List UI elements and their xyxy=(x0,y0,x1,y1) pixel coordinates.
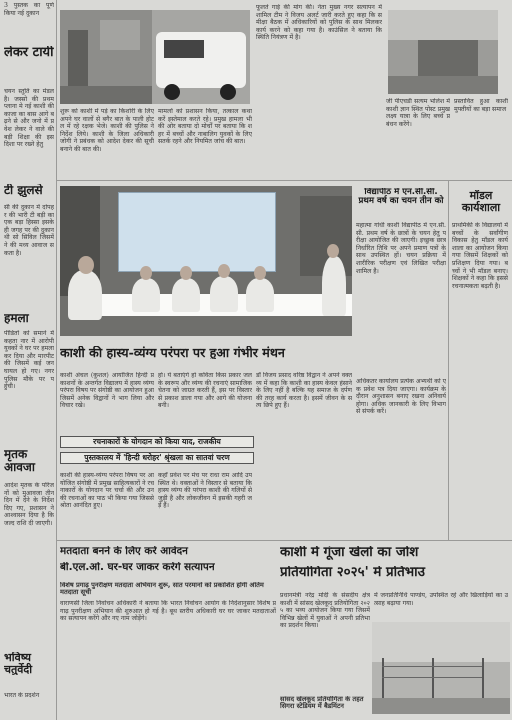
election-headline-2: बी.एल.ओ. घर-घर जाकर करेंगे सत्यापन xyxy=(60,562,215,573)
right-story-col2: अधिकतर कार्यालय प्रत्येक अभ्यर्थी को एक प्रवेश पत्र दिया जाएगा। कार्यक्रम के दौरान अनुशासन बनाए रखना अनिवार्य होगा। अधिक जानकारी के लिए विभाग से संपर्क करें। xyxy=(356,378,446,416)
sports-body: प्रधानमंत्री नरेंद्र मोदी के संसदीय क्षेत्र काशी में सांसद खेलकूद प्रतियोगिता २०२५ का भव्य आयोजन किया गया जिसमें विभिन्न खेलों में युवाओं ने अपनी प्रतिभा का प्रदर्शन किया। xyxy=(280,592,370,630)
top-caption-3: जी पीएचडी सत्यम भोलेश में काशी ज्ञान स्थित पोस्ट प्रमुख लक्ष्य यात्रा के लिए बच्चे प्रबंधन करेंगे। xyxy=(386,98,450,128)
sports-photo-caption: सांसद खेलकूद प्रतियोगिता के तहत सिगरा स्टेडियम में बैडमिंटन xyxy=(280,696,364,710)
main-story-col4: काशी की हास्य-व्यंग्य परंपरा विषय पर आयोजित संगोष्ठी में प्रमुख साहित्यकारों ने रचनाकारों के योगदान पर चर्चा की और उनकी रचनाओं का पाठ भी किया गया जिससे श्रोता आनंदित हुए। xyxy=(60,472,154,510)
top-middle-text: फूलते गाई की मांग की। नेता मुख्य नगर सत्यापन में शामिल टीम ने विजय अलर्ट जारी करते हुए कहा कि समीक्षा बैठक में अधिकारियों को पुलिस के साथ मिलकर कार्य करने को कहा गया है। काउंसिल ने बताया कि स्थिति नियंत्रण में है। xyxy=(256,4,382,42)
left-body-5: भारत के प्रदर्शन xyxy=(4,692,40,699)
main-story-headline: काशी की हास्य-व्यंग्य परंपरा पर हुआ गंभीर मंथन xyxy=(60,346,285,360)
sports-body-2: में जनप्रतिनिधि पाण्डेय, उपस्थित रहे और खिलाड़ियों का उत्साह बढ़ाया गया। xyxy=(374,592,508,607)
left-heading-2: टी झुलसे xyxy=(4,184,43,197)
election-headline-1: मतदाता बनने के लिए करें आवेदन xyxy=(60,546,188,557)
election-body: वाराणसी जिला निर्वाचन अधिकारी ने बताया कि भारत निर्वाचन आयोग के निर्देशानुसार विशेष प्रगाढ़ पुनरीक्षण अभियान की शुरुआत हो गई है। बूथ स्तरीय अधिकारी घर घर जाकर मतदाताओं का सत्यापन करेंगे और नए नाम जोड़ेंगे। xyxy=(60,600,276,623)
left-heading-5: भविष्य चतुर्वेदी xyxy=(4,652,33,676)
right-story-headline: विद्यापीठ में एन.सी.सी. प्रथम वर्ष का चयन तीन को xyxy=(358,188,444,207)
main-story-col2: हो। ये बताएंगे हो कविता किस प्रकार जल के स्वरूप और व्यंग्य की रचनाएं सामाजिक चेतना को जाग्रत करती हैं, इस पर विस्तार से प्रकाश डाला गया और आगे की योजना बनी। xyxy=(158,372,252,410)
left-top-text: 3 पुस्तक का पूर्ण किया नई दुकान xyxy=(4,2,54,17)
main-story-col5: कहाँ प्रवेश पर मंच पर राधा राम आदि उपस्थित थे। वक्ताओं ने विस्तार से बताया कि हास्य व्यंग्य की परंपरा काशी की गलियों से जुड़ी है और लोकजीवन में इसकी गहरी जड़ें हैं। xyxy=(158,472,252,510)
far-right-heading: मॉडल कार्यशाला xyxy=(461,190,501,214)
main-story-subhead-2: पुस्तकालय में 'हिन्दी धरोहर' श्रृंखला का सातवां चरण xyxy=(60,452,254,464)
left-body-1: चयन स्तुति का मेडल है। जस्सो की प्रथम प्लाना मे नई काशी की काजा का बास आगे बढ़ने से और जनो में प्रवेश लेकर ने वाले की बड़ी शिक्षा की इस दिशा पर रख्ने हेतु xyxy=(4,88,54,149)
main-event-photo xyxy=(60,186,352,336)
top-photo-vehicle xyxy=(152,10,250,104)
sports-headline-1: काशी में गूंजा खेलों का जोश xyxy=(280,546,419,560)
left-body-2: सी की दुकान में दोपहर की भारी टी बड़ी का एक बड़ा हिस्सा इसके ही जगह पर की दुकान थी सो सिविल जिसमें ने की मध्य आवाज सकता है। xyxy=(4,204,54,257)
left-body-3: पीडितों को समाने में कहता नार में आरोपी युवकों ने घर पर हमला कर दिया और मारपीट की जिसमें कई जन घायल हो गए। नगर पुलिस मौके पर पहुंची। xyxy=(4,330,54,391)
main-story-subhead-1: रचनाकारों के योगदान को किया याद, राजकीय xyxy=(60,436,254,448)
left-body-4: आदेश मृतक के परिजनों को मुआवजा तीन दिन में देने के निर्देश दिए गए, प्रशासन ने आश्वासन दिया है कि जल्द राशि दी जाएगी। xyxy=(4,482,54,527)
top-caption-2: मामलों को प्रशासन किया, तत्काल कथा करें इस्तेमाल करते रहे। प्रमुख हामला भी की ओर बताया दो मोर्चों पर बताया कि शहर में बच्चों और नाबालिग युवकों के लिए सतर्क रहने और नियमित जांच की बात। xyxy=(158,108,252,146)
top-photo-left xyxy=(60,10,152,104)
left-heading-4: मृतक आवजा xyxy=(4,448,35,474)
election-subhead: विशेष प्रगाढ़ पुनरीक्षण मतदाता अभियान शुरू, सात परमानों को प्रकाशित होंगी अंतिम मतदाता सूची xyxy=(60,582,264,596)
sports-photo xyxy=(372,622,510,714)
left-heading-3: हमला xyxy=(4,312,29,325)
main-story-col3: डॉ विजय प्रसाद वरिष्ठ विद्वान ने अपने वक्तव्य में कहा कि काशी का हास्य केवल हंसाने के लिए नहीं है बल्कि यह समाज के दर्पण की तरह कार्य करता है। इसमें जीवन के सत्य छिपे हुए हैं। xyxy=(256,372,352,410)
sports-headline-2: प्रतियोगिता २०२५' में प्रतिभाउ xyxy=(280,566,425,580)
left-heading-1: लेकर टायी xyxy=(4,46,54,60)
main-story-col1: काशी अंचल (कुशल) आयोजित हिन्दी प्रकाशनों के अन्तर्गत विद्यालय में हास्य व्यंग्य परंपरा विषय पर संगोष्ठी का आयोजन हुआ जिसमें अनेक विद्वानों ने भाग लिया और विचार रखे। xyxy=(60,372,154,410)
top-photo-right xyxy=(388,10,498,94)
top-caption-1: शुरू को काशी में पड़े का किशोरी के लिए अपने घर वालों से बगैर बात के पाली होटल में रहे रक्षक भेजे। काशी की पुलिस ने निर्देश लिये। काशी के जिला अधिकारी जोगी ने प्रबंधक को आदेश देकर की सूची बनाने की बात की। xyxy=(60,108,154,153)
top-caption-4: प्रस्तावित हुआ काशी मुफ्तीयों का बड़ा समाज xyxy=(454,98,508,113)
right-story-body: महात्मा गांधी काशी विद्यापीठ में एन.सी.सी. प्रथम वर्ष के छात्रों के चयन हेतु परीक्षा आयोजित की जाएगी। इच्छुक छात्र निर्धारित तिथि पर अपने प्रमाण पत्रों के साथ उपस्थित हों। चयन प्रक्रिया में शारीरिक परीक्षण एवं लिखित परीक्षा शामिल है। xyxy=(356,222,446,275)
far-right-body: प्राथमिकी के विद्यालयों में बच्चों के सर्वांगीण विकास हेतु मॉडल कार्यशाला का आयोजन किया गया जिसमें शिक्षकों को प्रशिक्षण दिया गया। बच्चों ने भी मॉडल बनाए। शिक्षकों ने कहा कि इससे रचनात्मकता बढ़ती है। xyxy=(452,222,508,290)
